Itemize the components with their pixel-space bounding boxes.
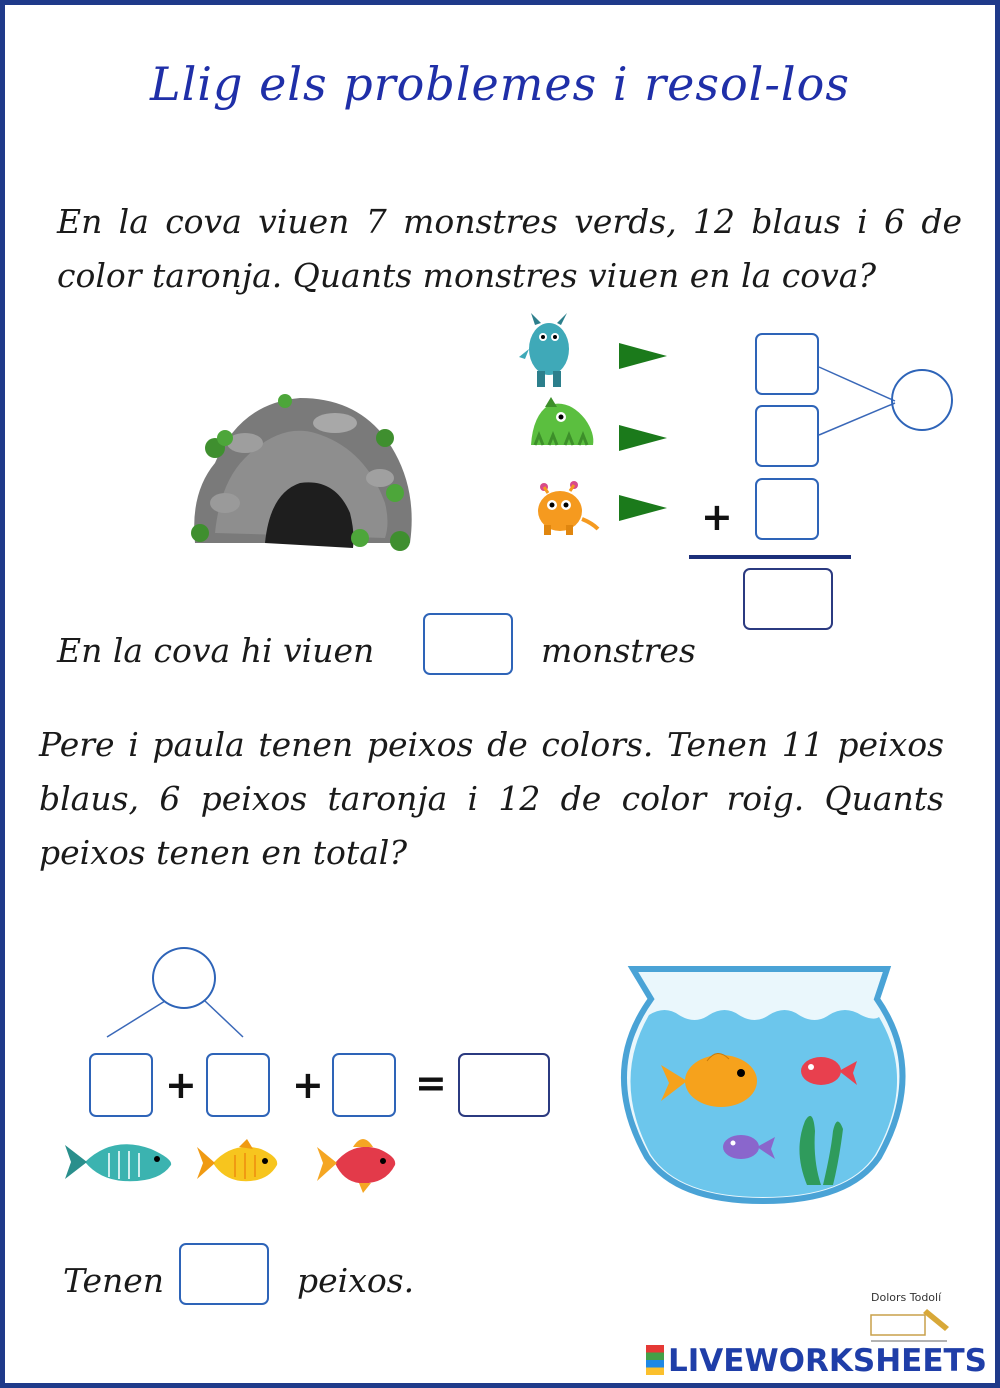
answer1-box[interactable] [423,613,513,675]
sum-line [689,555,851,559]
yellow-fish-icon [195,1137,281,1189]
answer2-box[interactable] [179,1243,269,1305]
equals-sign: = [415,1061,447,1105]
fish-addend1-box[interactable] [89,1053,153,1117]
addend3-box[interactable] [755,478,819,540]
cave-image [185,383,420,558]
brand-text: LIVEWORKSHEETS [668,1343,987,1379]
sum-result-box[interactable] [743,568,833,630]
answer1-suffix: monstres [541,631,696,670]
total-circle[interactable] [152,947,216,1009]
orange-monster-icon [530,479,602,537]
fish-addend3-box[interactable] [332,1053,396,1117]
plus-sign: + [701,495,733,539]
arrow-icon [619,341,669,371]
addend1-box[interactable] [755,333,819,395]
problem1-text: En la cova viuen 7 monstres verds, 12 blaus i 6 de color taronja. Quants monstres viuen en la cova? [57,202,962,295]
red-fish-icon [313,1129,399,1195]
fish-addend2-box[interactable] [206,1053,270,1117]
sum-circle[interactable] [891,369,953,431]
addend2-box[interactable] [755,405,819,467]
author-name: Dolors Todolí [871,1291,942,1304]
page-title: Llig els problemes i resol-los [150,57,850,111]
plus-sign: + [165,1063,197,1107]
answer1-prefix: En la cova hi viuen [57,631,375,670]
answer2-suffix: peixos. [297,1261,415,1300]
brand-color-icon [646,1345,664,1375]
fish-total-box[interactable] [458,1053,550,1117]
problem2-text: Pere i paula tenen peixos de colors. Tenen 11 peixos blaus, 6 peixos taronja i 12 de color roig. Quants peixos tenen en total? [39,725,944,872]
green-monster-icon [525,395,597,451]
answer2-prefix: Tenen [63,1261,165,1300]
connector-lines [805,345,905,445]
arrow-icon [619,493,669,523]
brand-logo [646,1343,987,1379]
arrow-icon [619,423,669,453]
blue-fish-icon [63,1135,175,1189]
fishbowl-image [617,961,913,1207]
blue-monster-icon [517,311,579,391]
plus-sign: + [292,1063,324,1107]
